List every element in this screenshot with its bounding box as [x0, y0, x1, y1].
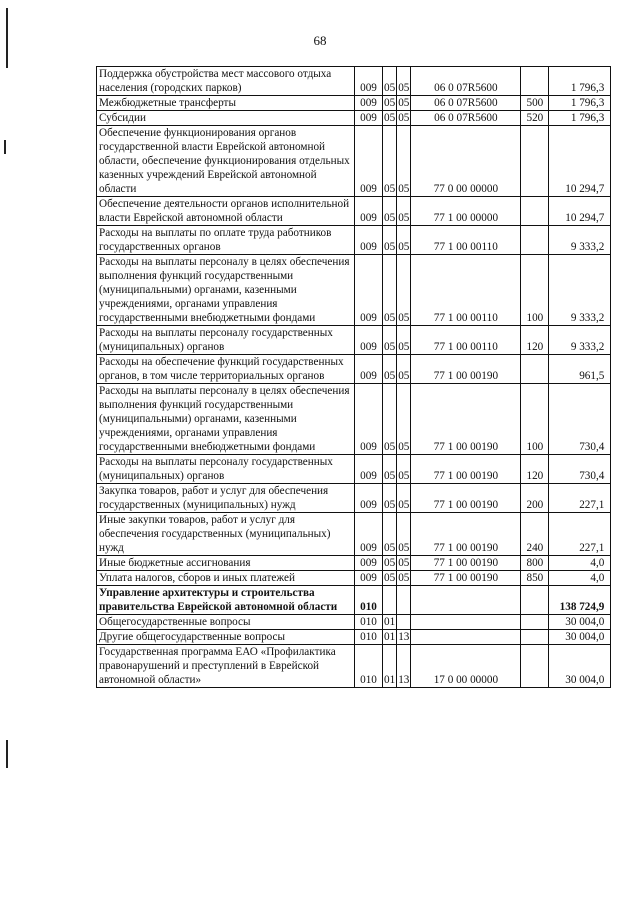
row-section-code: 05	[383, 67, 397, 96]
page-number: 68	[313, 33, 327, 48]
row-target-article-code	[411, 630, 521, 645]
row-section-code: 05	[383, 326, 397, 355]
row-subsection-code: 05	[398, 97, 410, 109]
table-row	[97, 355, 611, 384]
row-expense-type-code	[521, 67, 549, 96]
row-ministry-code: 009	[355, 111, 383, 126]
row-amount: 4,0	[549, 556, 611, 571]
row-target-article-code: 77 1 00 00190	[411, 484, 521, 513]
row-target-article-code: 77 1 00 00000	[411, 197, 521, 226]
row-section-code: 05	[384, 572, 396, 584]
row-name: Иные закупки товаров, работ и услуг для обеспечения государственных (муниципальных) нужд	[97, 513, 355, 556]
row-section-code: 05	[383, 513, 397, 556]
table-row	[97, 630, 611, 645]
row-subsection-code: 05	[397, 197, 411, 226]
row-ministry-code: 009	[355, 226, 383, 255]
row-ministry-code: 009	[355, 513, 383, 556]
row-target-article-code: 77 1 00 00190	[411, 513, 521, 556]
row-expense-type-code: 100	[521, 384, 549, 455]
row-ministry-code: 010	[355, 630, 383, 645]
row-amount: 730,4	[549, 455, 611, 484]
row-ministry-code: 009	[355, 326, 383, 355]
table-row	[97, 645, 611, 688]
row-ministry-code: 009	[355, 355, 383, 384]
row-name: Субсидии	[97, 111, 355, 126]
row-expense-type-code	[521, 126, 549, 197]
row-expense-type-code: 500	[521, 96, 549, 111]
row-amount: 30 004,0	[549, 645, 611, 688]
row-amount: 4,0	[549, 571, 611, 586]
row-ministry-code: 010	[355, 615, 383, 630]
budget-table	[96, 66, 611, 688]
row-section-code: 01	[383, 645, 397, 688]
row-subsection-code: 05	[397, 126, 411, 197]
row-expense-type-code: 120	[521, 455, 549, 484]
row-name: Уплата налогов, сборов и иных платежей	[97, 571, 355, 586]
row-subsection-code	[397, 586, 411, 615]
row-amount: 9 333,2	[549, 226, 611, 255]
row-target-article-code	[411, 586, 521, 615]
row-section-code: 05	[383, 384, 397, 455]
scan-artifact-mark	[4, 140, 6, 154]
row-expense-type-code: 520	[521, 111, 549, 126]
row-subsection-code: 05	[397, 67, 411, 96]
table-row	[97, 571, 611, 586]
row-subsection-code: 05	[398, 572, 410, 584]
row-expense-type-code: 100	[521, 255, 549, 326]
row-section-code: 05	[383, 197, 397, 226]
table-row	[97, 96, 611, 111]
table-row	[97, 384, 611, 455]
row-amount: 1 796,3	[549, 111, 611, 126]
table-row	[97, 255, 611, 326]
row-target-article-code: 06 0 07R5600	[411, 96, 521, 111]
row-ministry-code: 009	[355, 96, 383, 111]
row-ministry-code: 009	[355, 197, 383, 226]
row-amount: 1 796,3	[549, 96, 611, 111]
table-row	[97, 513, 611, 556]
row-amount: 9 333,2	[549, 326, 611, 355]
row-target-article-code: 06 0 07R5600	[411, 67, 521, 96]
row-name: Закупка товаров, работ и услуг для обеспечения государственных (муниципальных) нужд	[97, 484, 355, 513]
row-name: Расходы на выплаты персоналу в целях обеспечения выполнения функций государственными (муниципальными) органами, казенными учреждениями, органами управления государственными внебюджетными фондами	[97, 384, 355, 455]
row-target-article-code	[411, 615, 521, 630]
row-amount: 227,1	[549, 513, 611, 556]
row-target-article-code: 06 0 07R5600	[411, 111, 521, 126]
row-amount: 138 724,9	[549, 586, 611, 615]
row-name: Общегосударственные вопросы	[97, 615, 355, 630]
row-subsection-code: 05	[397, 455, 411, 484]
row-subsection-code: 05	[397, 484, 411, 513]
row-target-article-code: 17 0 00 00000	[411, 645, 521, 688]
row-subsection-code: 05	[397, 355, 411, 384]
table-row	[97, 226, 611, 255]
row-expense-type-code	[521, 355, 549, 384]
row-subsection-code	[397, 615, 411, 630]
row-amount: 30 004,0	[549, 630, 611, 645]
table-row	[97, 586, 611, 615]
table-row	[97, 484, 611, 513]
table-row	[97, 111, 611, 126]
row-name: Обеспечение деятельности органов исполнительной власти Еврейской автономной области	[97, 197, 355, 226]
row-section-code: 05	[383, 226, 397, 255]
table-row	[97, 126, 611, 197]
row-section-code: 05	[384, 112, 396, 124]
row-name: Расходы на выплаты по оплате труда работников государственных органов	[97, 226, 355, 255]
row-name: Поддержка обустройства мест массового отдыха населения (городских парков)	[97, 67, 355, 96]
row-expense-type-code	[521, 645, 549, 688]
row-section-code: 05	[383, 126, 397, 197]
row-section-code: 05	[383, 484, 397, 513]
row-subsection-code: 13	[398, 631, 410, 643]
row-ministry-code: 009	[355, 455, 383, 484]
row-subsection-code: 05	[397, 255, 411, 326]
row-name: Обеспечение функционирования органов государственной власти Еврейской автономной области, обеспечение функционирования отдельных казенных учреждений Еврейской автономной области	[97, 126, 355, 197]
scan-artifact-mark	[6, 740, 8, 768]
row-ministry-code: 009	[355, 484, 383, 513]
row-name: Межбюджетные трансферты	[97, 96, 355, 111]
row-expense-type-code: 800	[521, 556, 549, 571]
row-section-code: 01	[384, 631, 396, 643]
row-expense-type-code	[521, 615, 549, 630]
row-name: Управление архитектуры и строительства правительства Еврейской автономной области	[97, 586, 355, 615]
row-target-article-code: 77 1 00 00110	[411, 326, 521, 355]
row-subsection-code: 05	[397, 513, 411, 556]
row-amount: 30 004,0	[549, 615, 611, 630]
row-ministry-code: 009	[355, 255, 383, 326]
row-amount: 9 333,2	[549, 255, 611, 326]
row-target-article-code: 77 1 00 00190	[411, 455, 521, 484]
row-target-article-code: 77 1 00 00190	[411, 571, 521, 586]
row-expense-type-code	[521, 630, 549, 645]
table-row	[97, 556, 611, 571]
row-ministry-code: 010	[355, 645, 383, 688]
row-target-article-code: 77 1 00 00110	[411, 255, 521, 326]
row-expense-type-code: 240	[521, 513, 549, 556]
row-ministry-code: 009	[355, 571, 383, 586]
row-target-article-code: 77 0 00 00000	[411, 126, 521, 197]
row-section-code: 05	[384, 97, 396, 109]
row-amount: 961,5	[549, 355, 611, 384]
row-section-code: 05	[383, 355, 397, 384]
row-name: Другие общегосударственные вопросы	[97, 630, 355, 645]
row-subsection-code: 05	[397, 226, 411, 255]
row-subsection-code: 05	[398, 557, 410, 569]
row-section-code: 05	[384, 557, 396, 569]
row-name: Расходы на выплаты персоналу государственных (муниципальных) органов	[97, 455, 355, 484]
row-expense-type-code: 200	[521, 484, 549, 513]
row-target-article-code: 77 1 00 00190	[411, 384, 521, 455]
row-target-article-code: 77 1 00 00110	[411, 226, 521, 255]
row-subsection-code: 05	[397, 326, 411, 355]
row-ministry-code: 009	[355, 67, 383, 96]
row-ministry-code: 009	[355, 384, 383, 455]
row-amount: 10 294,7	[549, 197, 611, 226]
table-row	[97, 615, 611, 630]
row-section-code	[383, 586, 397, 615]
row-name: Государственная программа ЕАО «Профилактика правонарушений и преступлений в Еврейской автономной области»	[97, 645, 355, 688]
row-name: Расходы на выплаты персоналу в целях обеспечения выполнения функций государственными (муниципальными) органами, казенными учреждениями, органами управления государственными внебюджетными фондами	[97, 255, 355, 326]
row-name: Расходы на обеспечение функций государственных органов, в том числе территориальных органов	[97, 355, 355, 384]
row-subsection-code: 13	[397, 645, 411, 688]
table-row	[97, 455, 611, 484]
row-section-code: 05	[383, 455, 397, 484]
row-expense-type-code	[521, 226, 549, 255]
row-section-code: 05	[383, 255, 397, 326]
row-amount: 730,4	[549, 384, 611, 455]
table-row	[97, 326, 611, 355]
row-subsection-code: 05	[398, 112, 410, 124]
row-name: Расходы на выплаты персоналу государственных (муниципальных) органов	[97, 326, 355, 355]
row-amount: 227,1	[549, 484, 611, 513]
row-target-article-code: 77 1 00 00190	[411, 355, 521, 384]
table-row	[97, 197, 611, 226]
row-expense-type-code: 850	[521, 571, 549, 586]
table-row	[97, 67, 611, 96]
row-target-article-code: 77 1 00 00190	[411, 556, 521, 571]
row-subsection-code: 05	[397, 384, 411, 455]
row-ministry-code: 010	[355, 586, 383, 615]
row-section-code: 01	[384, 616, 396, 628]
row-expense-type-code	[521, 197, 549, 226]
row-ministry-code: 009	[355, 126, 383, 197]
row-name: Иные бюджетные ассигнования	[97, 556, 355, 571]
row-ministry-code: 009	[355, 556, 383, 571]
row-amount: 1 796,3	[549, 67, 611, 96]
row-expense-type-code	[521, 586, 549, 615]
row-amount: 10 294,7	[549, 126, 611, 197]
row-expense-type-code: 120	[521, 326, 549, 355]
